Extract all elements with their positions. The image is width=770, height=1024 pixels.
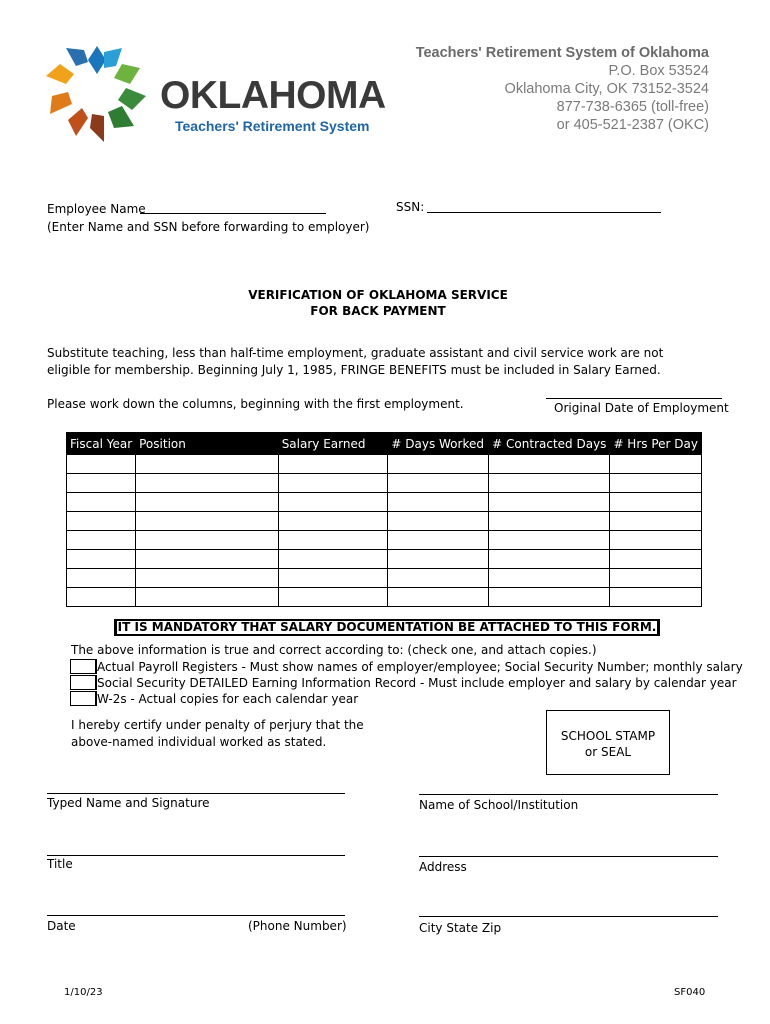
revision-date: 1/10/23 [64, 987, 103, 998]
cell-hrs-per-day[interactable] [610, 512, 702, 531]
option-payroll-registers: Actual Payroll Registers - Must show names of employer/employee; Social Security Number; monthly salary [97, 660, 743, 674]
cell-contracted-days[interactable] [489, 550, 610, 569]
cell-contracted-days[interactable] [489, 493, 610, 512]
service-table [66, 432, 702, 607]
address-tollfree: 877-738-6365 (toll-free) [556, 99, 709, 115]
cell-fiscal-year[interactable] [67, 550, 136, 569]
form-title [0, 287, 756, 319]
instructions: Please work down the columns, beginning with the first employment. [47, 397, 464, 411]
col-fiscal-year: Fiscal Year [67, 433, 136, 455]
table-row [67, 493, 702, 512]
address-local-phone: or 405-521-2387 (OKC) [556, 117, 709, 133]
cell-position[interactable] [136, 455, 279, 474]
cell-salary-earned[interactable] [278, 474, 388, 493]
cell-days-worked[interactable] [388, 493, 489, 512]
address-field[interactable] [419, 856, 718, 857]
cell-position[interactable] [136, 493, 279, 512]
cell-salary-earned[interactable] [278, 588, 388, 607]
table-row [67, 512, 702, 531]
stamp-line2: or SEAL [584, 745, 632, 759]
cell-days-worked[interactable] [388, 588, 489, 607]
cell-days-worked[interactable] [388, 474, 489, 493]
cell-salary-earned[interactable] [278, 550, 388, 569]
school-name-field[interactable] [419, 794, 718, 795]
form-number: SF040 [674, 987, 706, 998]
cell-fiscal-year[interactable] [67, 474, 136, 493]
cell-hrs-per-day[interactable] [610, 474, 702, 493]
cell-position[interactable] [136, 550, 279, 569]
cell-days-worked[interactable] [388, 455, 489, 474]
cell-fiscal-year[interactable] [67, 569, 136, 588]
table-row [67, 455, 702, 474]
cell-salary-earned[interactable] [278, 569, 388, 588]
table-header-row [67, 433, 702, 455]
employee-name-label: Employee Name [47, 202, 146, 216]
ssn-label: SSN: [396, 200, 425, 214]
school-stamp-box [546, 710, 670, 775]
trs-star-logo [42, 44, 152, 148]
cell-hrs-per-day[interactable] [610, 531, 702, 550]
city-state-zip-label: City State Zip [419, 921, 502, 935]
cell-salary-earned[interactable] [278, 512, 388, 531]
address-org: Teachers' Retirement System of Oklahoma [415, 45, 709, 61]
form-title-line2: FOR BACK PAYMENT [310, 304, 446, 318]
stamp-line1: SCHOOL STAMP [560, 729, 656, 743]
cell-contracted-days[interactable] [489, 512, 610, 531]
cell-contracted-days[interactable] [489, 569, 610, 588]
col-contracted-days: # Contracted Days [489, 433, 610, 455]
cell-contracted-days[interactable] [489, 455, 610, 474]
cell-position[interactable] [136, 474, 279, 493]
school-name-label: Name of School/Institution [419, 798, 579, 812]
address-pobox: P.O. Box 53524 [608, 63, 709, 79]
cell-hrs-per-day[interactable] [610, 569, 702, 588]
eligibility-note: Substitute teaching, less than half-time employment, graduate assistant and civil service work are not eligible for membership. Beginning July 1, 1985, FRINGE BENEFITS must be included in Salary Earned. [47, 346, 664, 377]
city-state-zip-field[interactable] [419, 916, 718, 917]
cell-fiscal-year[interactable] [67, 588, 136, 607]
cell-fiscal-year[interactable] [67, 493, 136, 512]
form-title-line1: VERIFICATION OF OKLAHOMA SERVICE [248, 288, 508, 302]
table-row [67, 588, 702, 607]
cell-contracted-days[interactable] [489, 474, 610, 493]
mandatory-text: IT IS MANDATORY THAT SALARY DOCUMENTATION BE ATTACHED TO THIS FORM. [117, 620, 657, 634]
cell-days-worked[interactable] [388, 550, 489, 569]
col-position: Position [136, 433, 279, 455]
return-address [416, 44, 709, 134]
date-phone-field[interactable] [47, 915, 345, 916]
cell-hrs-per-day[interactable] [610, 588, 702, 607]
checkbox-payroll-registers[interactable] [70, 659, 97, 674]
employee-name-field[interactable] [140, 213, 326, 214]
cell-salary-earned[interactable] [278, 531, 388, 550]
certify-line1: I hereby certify under penalty of perjury that the [71, 718, 364, 732]
date-label: Date [47, 919, 76, 933]
cell-hrs-per-day[interactable] [610, 493, 702, 512]
cell-fiscal-year[interactable] [67, 512, 136, 531]
title-label: Title [47, 857, 73, 871]
option-social-security-record: Social Security DETAILED Earning Information Record - Must include employer and salary by calendar year [97, 676, 737, 690]
address-city: Oklahoma City, OK 73152-3524 [504, 81, 709, 97]
option-w2s: W-2s - Actual copies for each calendar year [97, 692, 359, 706]
attach-intro: The above information is true and correct according to: (check one, and attach copies.) [71, 643, 597, 657]
employee-note: (Enter Name and SSN before forwarding to employer) [47, 220, 370, 234]
cell-position[interactable] [136, 588, 279, 607]
cell-position[interactable] [136, 569, 279, 588]
cell-salary-earned[interactable] [278, 455, 388, 474]
original-date-label: Original Date of Employment [554, 401, 729, 415]
logo-wordmark: OKLAHOMA [160, 74, 386, 117]
table-row [67, 550, 702, 569]
cell-days-worked[interactable] [388, 531, 489, 550]
table-row [67, 569, 702, 588]
cell-hrs-per-day[interactable] [610, 455, 702, 474]
col-days-worked: # Days Worked [388, 433, 489, 455]
table-row [67, 474, 702, 493]
col-hrs-per-day: # Hrs Per Day [610, 433, 702, 455]
cell-days-worked[interactable] [388, 512, 489, 531]
cell-fiscal-year[interactable] [67, 455, 136, 474]
address-label: Address [419, 860, 467, 874]
cell-salary-earned[interactable] [278, 493, 388, 512]
table-row [67, 531, 702, 550]
cell-days-worked[interactable] [388, 569, 489, 588]
cell-hrs-per-day[interactable] [610, 550, 702, 569]
checkbox-w2s[interactable] [70, 691, 97, 706]
cell-contracted-days[interactable] [489, 531, 610, 550]
checkbox-social-security-record[interactable] [70, 675, 97, 690]
ssn-field[interactable] [427, 212, 661, 213]
col-salary-earned: Salary Earned [278, 433, 388, 455]
cell-fiscal-year[interactable] [67, 531, 136, 550]
cell-contracted-days[interactable] [489, 588, 610, 607]
certification-statement [71, 717, 364, 751]
cell-position[interactable] [136, 531, 279, 550]
original-date-field[interactable] [546, 398, 722, 399]
typed-name-signature-field[interactable] [47, 793, 345, 794]
typed-name-signature-label: Typed Name and Signature [47, 796, 210, 810]
certify-line2: above-named individual worked as stated. [71, 735, 327, 749]
phone-label: (Phone Number) [248, 919, 347, 933]
title-field[interactable] [47, 855, 345, 856]
cell-position[interactable] [136, 512, 279, 531]
logo-subtitle: Teachers' Retirement System [175, 118, 370, 134]
mandatory-banner [114, 619, 660, 636]
